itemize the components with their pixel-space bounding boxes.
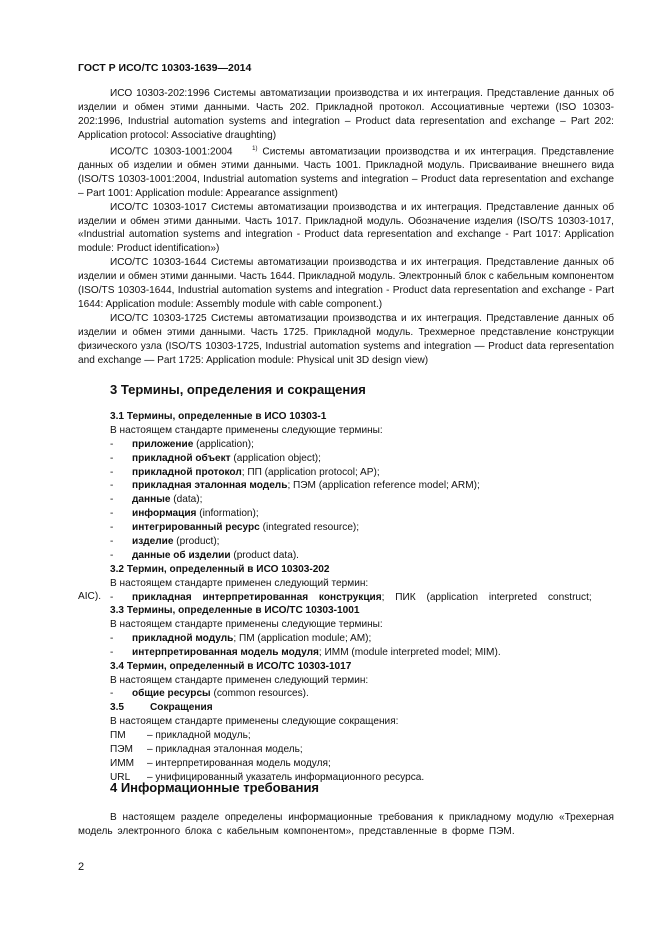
list-item: - изделие (product); (110, 536, 220, 548)
list-item: ПЭМ – прикладная эталонная модель; (110, 743, 303, 755)
reference-iso-ts-10303-1017: ИСО/ТС 10303-1017 Системы автоматизации производства и их интеграция. Представление данных об изделии и обмен этими данными. Часть 1017. Прикладной модуль. Обозначение изделия (ISO/TS 10303-1017, «Industrial automation systems and integration - Product data representation and exchange - Part 1017: Application module: Product identification») (78, 201, 614, 255)
reference-iso-ts-10303-1644: ИСО/ТС 10303-1644 Системы автоматизации производства и их интеграция. Представление данных об изделии и обмен этими данными. Часть 1644. Прикладной модуль. Электронный блок с кабельным компонентом (ISO/TS 10303-1644, Industrial automation systems and integration - Product data representation and exchange - Part 1644: Application module: Assembly module with cable component.) (78, 257, 614, 310)
terms-list-3-1 (110, 438, 614, 563)
subsection-3-4-intro: В настоящем стандарте применен следующий термин: (110, 674, 369, 686)
normative-references (78, 87, 614, 367)
list-item: URL – унифицированный указатель информационного ресурса. (110, 771, 425, 783)
section-3-title: 3 Термины, определения и сокращения (110, 382, 366, 397)
list-item: - прикладной модуль; ПМ (application module; AM); (110, 632, 372, 644)
list-item: - прикладная интерпретированная конструкция; ПИК (application interpreted construct; (110, 591, 592, 603)
footnote-marker: 1) (252, 145, 258, 152)
list-item: - интерпретированная модель модуля; ИММ (module interpreted model; MIM). (110, 646, 501, 658)
section-4-content (78, 811, 614, 839)
subsection-3-1-intro: В настоящем стандарте применены следующие термины: (110, 424, 383, 436)
list-item: - общие ресурсы (common resources). (110, 688, 309, 700)
subsection-3-3-intro: В настоящем стандарте применены следующие термины: (110, 618, 383, 630)
subsection-3-4-title: 3.4 Термин, определенный в ИСО/ТС 10303-1017 (110, 660, 352, 672)
list-item: - интегрированный ресурс (integrated resource); (110, 522, 360, 534)
page-number: 2 (78, 861, 85, 873)
list-item: - прикладной объект (application object); (110, 452, 321, 464)
reference-iso-10303-202: ИСО 10303-202:1996 Системы автоматизации производства и их интеграция. Представление данных об изделии и обмен этими данными. Часть 202. Прикладной протокол. Ассоциативные чертежи (ISO 10303-202:1996, Industrial automation systems and integration – Product data representation and exchange – Part 202: Application protocol: Associative draughting) (78, 88, 614, 141)
subsection-3-2-title: 3.2 Термин, определенный в ИСО 10303-202 (110, 563, 330, 575)
section-4-title: 4 Информационные требования (110, 780, 320, 795)
list-item: ИММ – интерпретированная модель модуля; (110, 757, 331, 769)
subsection-3-5-title: 3.5 Сокращения (110, 702, 213, 714)
ref-1001-text: Системы автоматизации производства и их интеграция. Представление данных об изделии и обмен этими данными. Часть 1001. Прикладной модуль. Присваивание внешнего вида (ISO/TS 10303-1001:2004, Industrial automation systems and integration – Product data representation and exchange – Part 1001: Application module: Appearance assignment) (78, 145, 615, 199)
aic-continuation: AIC). (78, 591, 101, 602)
subsection-3-3-title: 3.3 Термины, определенные в ИСО/ТС 10303-1001 (110, 605, 360, 616)
subsection-3-2-intro: В настоящем стандарте применен следующий термин: (110, 577, 369, 589)
list-item: - данные об изделии (product data). (110, 549, 299, 561)
subsection-3-1-title: 3.1 Термины, определенные в ИСО 10303-1 (110, 411, 327, 422)
subsection-3-5-intro: В настоящем стандарте применены следующие сокращения: (110, 716, 399, 728)
list-item: - данные (data); (110, 494, 203, 506)
ref-1001-code: ИСО/ТС 10303-1001:2004 (110, 145, 233, 157)
section-4-paragraph: В настоящем разделе определены информационные требования к прикладному модулю «Трехерная модель электронного блока с кабельным компонентом», представленные в форме ПЭМ. (78, 812, 614, 837)
list-item: - прикладная эталонная модель; ПЭМ (application reference model; ARM); (110, 480, 480, 492)
section-3-content-continued (110, 604, 614, 785)
list-item: - приложение (application); (110, 438, 254, 450)
list-item: - прикладной протокол; ПП (application protocol; AP); (110, 466, 380, 478)
abbreviations-list (110, 729, 614, 785)
section-3-content (110, 410, 614, 605)
reference-iso-ts-10303-1001 (78, 143, 614, 201)
list-item: - информация (information); (110, 508, 259, 520)
document-header: ГОСТ Р ИСО/ТС 10303-1639—2014 (78, 62, 252, 74)
reference-iso-ts-10303-1725: ИСО/ТС 10303-1725 Системы автоматизации производства и их интеграция. Представление данных об изделии и обмен этими данными. Часть 1725. Прикладной модуль. Трехмерное представление конструкции физического узла (ISO/TS 10303-1725, Industrial automation systems and integration — Product data representation and exchange — Part 1725: Application module: Physical unit 3D design view) (78, 312, 614, 366)
list-item: ПМ – прикладной модуль; (110, 730, 251, 742)
